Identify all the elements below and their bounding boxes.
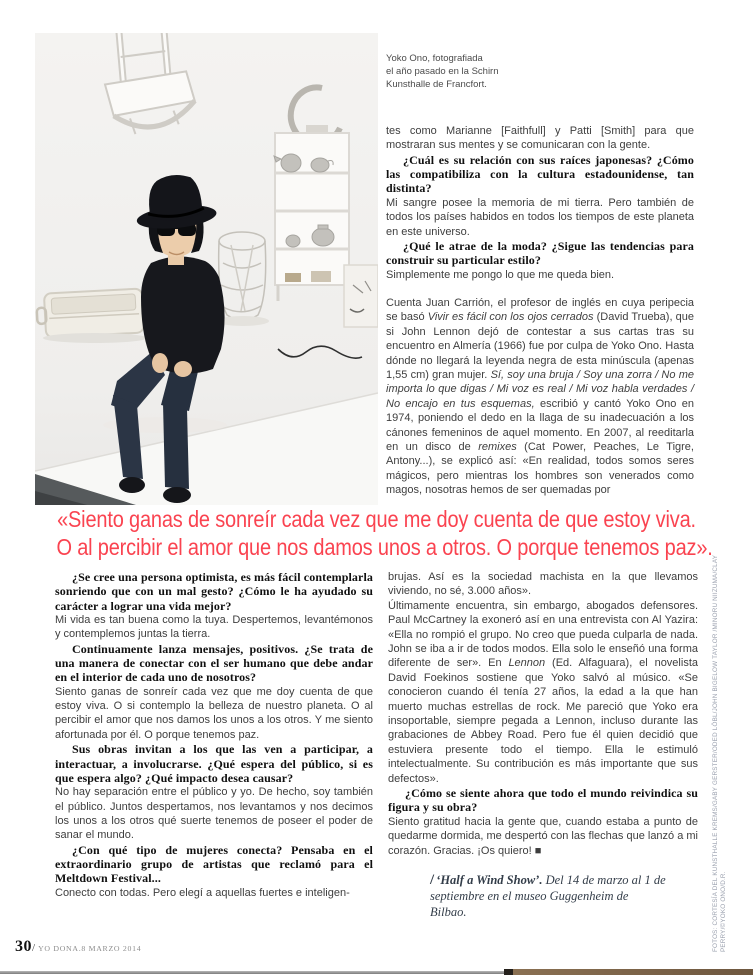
text: escribió y cantó Yoko Ono en 1974, poniendo el dedo en la llaga de su inadecuación a los cánones femeninos de aquel momento. En 2007, al reeditarla en un disco de <box>386 397 694 453</box>
pull-quote <box>0 505 753 561</box>
text: Cuenta Juan Carrión, el profesor de inglés en cuya peripecia se basó <box>386 296 694 324</box>
magazine-name: YO DONA.8 MARZO 2014 <box>38 944 142 953</box>
interview-question <box>55 642 373 685</box>
italic-text: remixes <box>478 440 517 453</box>
text: ¿Se cree una persona optimista, es más fácil contemplarla sonriendo que con un mal gesto? ¿Cómo le ha ayudado su carácter a lograr una vida mejor? <box>55 570 373 613</box>
article-paragraph <box>55 613 373 642</box>
yoko-ono-photo <box>35 33 378 505</box>
italic-text: Sí, soy una bruja / Soy una zorra / No me importa lo que digas / Mi voz es real / Mi voz habla verdades / No encajo en tus esquemas, <box>386 368 694 410</box>
text: ¿Cuál es su relación con sus raíces japonesas? ¿Cómo las compatibiliza con la cultura estadounidense, tan distinta? <box>386 152 694 196</box>
article-paragraph <box>386 196 694 239</box>
interview-question <box>386 153 694 196</box>
text: (David Trueba), que si John Lennon dejó de contestar a sus cartas tras su encuentro en Almería (1966) fue por culpa de Yoko Ono. Hasta dónde no llegará la leyenda negra de esta minúscula (apenas 1,55 cm) gran mujer. <box>386 311 694 381</box>
article-paragraph <box>55 685 373 743</box>
note-slash: / <box>430 872 435 888</box>
photo-scene <box>35 33 378 505</box>
interview-question <box>55 570 373 613</box>
boot <box>163 487 191 503</box>
photo-credits-vertical <box>712 532 728 952</box>
article-paragraph <box>386 124 694 153</box>
text: ¿Cómo se siente ahora que todo el mundo reivindica su figura y su obra? <box>388 786 698 815</box>
exhibition-dates: Del 14 de marzo al 1 de septiembre en el museo Guggenheim de Bilbao. <box>430 873 666 919</box>
text: Continuamente lanza mensajes, positivos. ¿Se trata de una manera de conectar con el ser humano que debe andar en el interior de cada uno de nosotros? <box>55 641 373 685</box>
footer-slash: / <box>32 942 36 954</box>
text: Simplemente me pongo lo que me queda bien. <box>386 268 615 281</box>
interview-question <box>386 239 694 268</box>
text: (Ed. Alfaguara), el novelista David Foekinos sostiene que Yoko salvó al músico. «Se conocieron cuando él tenía 27 años, la edad a la que han muerto muchas estrellas de rock. Me pareció que Yoko era insoportable, siempre pegada a Lennon, incluso durante las grabaciones de Abbey Road. Pero fue él quien decidió que estuviera presente todo el tiempo. Ella le estimuló intelectualmente. Su contribución es más importante que sus defectos». <box>388 657 698 785</box>
text: (Cat Power, Peaches, Le Tigre, Antony...), se explicó así: «En realidad, todos somos seres mágicos, pero mientras los hombres son venerados como magos, nosotras hemos de ser quemadas por <box>386 440 694 497</box>
interview-question <box>55 742 373 785</box>
article-paragraph <box>388 599 698 786</box>
italic-text: Vivir es fácil con los ojos cerrados <box>427 311 594 324</box>
boot <box>119 477 145 493</box>
next-page-edge <box>504 969 753 975</box>
credits-line: PERRY/©YOKO ONO/D.R. <box>720 871 727 952</box>
photo-caption <box>386 52 566 91</box>
article-paragraph <box>388 815 698 858</box>
black-sweater <box>141 256 225 373</box>
text: Últimamente encuentra, sin embargo, abogados defensores. Paul McCartney la exoneró así en una entrevista con Al Yazira: «Ella no rompió el grupo. No creo que pueda culparla de nada. John se iba a ir de todos modos. Ella solo le enseñó una forma diferente de ser». En <box>388 599 698 670</box>
article-paragraph <box>55 785 373 843</box>
caption-line: Kunsthalle de Francfort. <box>386 79 487 90</box>
italic-text: Lennon <box>508 657 546 670</box>
text: brujas. Así es la sociedad machista en la que llevamos viviendo, no sé, 3.000 años». <box>388 571 698 598</box>
article-paragraph <box>386 268 694 282</box>
caption-line: el año pasado en la Schirn <box>386 66 499 77</box>
pull-quote-line: O al percibir el amor que nos damos unos a otros. O porque tenemos paz». <box>56 534 713 560</box>
hand <box>152 353 168 373</box>
text: Sus obras invitan a los que las ven a participar, a interactuar, a involucrarse. ¿Qué espera del público, si es que espera algo? ¿Qué impacto desea causar? <box>55 742 373 785</box>
article-paragraph <box>386 296 694 498</box>
text: ¿Qué le atrae de la moda? ¿Sigue las tendencias para construir su particular estilo? <box>386 238 694 268</box>
page-footer <box>15 938 141 956</box>
exhibition-title: ‘Half a Wind Show’. <box>436 873 543 887</box>
text: Mi sangre posee la memoria de mi tierra. Pero también de todos los países habidos en todos los tiempos de este planeta en este universo. <box>386 196 694 238</box>
text: ¿Con qué tipo de mujeres conecta? Pensaba en el extraordinario grupo de artistas que reclamó para el Meltdown Festival... <box>55 842 373 886</box>
white-suitcase <box>36 289 144 338</box>
credits-line: FOTOS: CORTESÍA DEL KUNSTHALLE KREMS/GABY GERSTER/ODED LÖBL/JOHN BIGELOW TAYLOR /MINORU NIIZUMA/CLAY <box>712 554 719 952</box>
text: No hay separación entre el público y yo. De hecho, soy también el público. Juntos despertamos, nos levantamos y nos decimos los unos a los otros qué suerte tenemos de poseer el poder de sanar el mundo. <box>55 786 373 842</box>
text: Siento gratitud hacia la gente que, cuando estaba a punto de quedarme dormida, me despertó con las flechas que lanzó a mi corazón. Gracias. ¡Os quiero! ■ <box>388 815 699 857</box>
interview-question <box>388 786 698 815</box>
exhibition-note <box>430 872 668 920</box>
right-pedestal <box>344 265 378 327</box>
text: Siento ganas de sonreír cada vez que me doy cuenta de que estoy viva. O si contemplo la belleza de nuestro planeta. O al percibir el amor que nos damos los unos a los otros. Y me siento afortunada por él. O porque tenemos paz. <box>55 685 373 741</box>
interview-question <box>55 843 373 886</box>
text: Mi vida es tan buena como la tuya. Despertemos, levantémonos y contemplemos juntas la tierra. <box>55 613 373 641</box>
text: Conecto con todas. Pero elegí a aquellas fuertes e inteligen- <box>55 886 350 899</box>
hand <box>174 361 192 377</box>
article-paragraph <box>388 570 698 599</box>
pull-quote-line: «Siento ganas de sonreír cada vez que me doy cuenta de que estoy viva. <box>57 506 696 532</box>
text: tes como Marianne [Faithfull] y Patti [Smith] para que mostraran sus mentes y se comunicaran con la gente. <box>386 125 694 152</box>
caption-line: Yoko Ono, fotografiada <box>386 53 483 64</box>
article-paragraph <box>55 886 373 900</box>
article-column-bottom-left <box>55 570 373 900</box>
article-column-bottom-right <box>388 570 698 858</box>
page-number: 30 <box>15 938 32 955</box>
article-column-top-right <box>386 124 694 498</box>
